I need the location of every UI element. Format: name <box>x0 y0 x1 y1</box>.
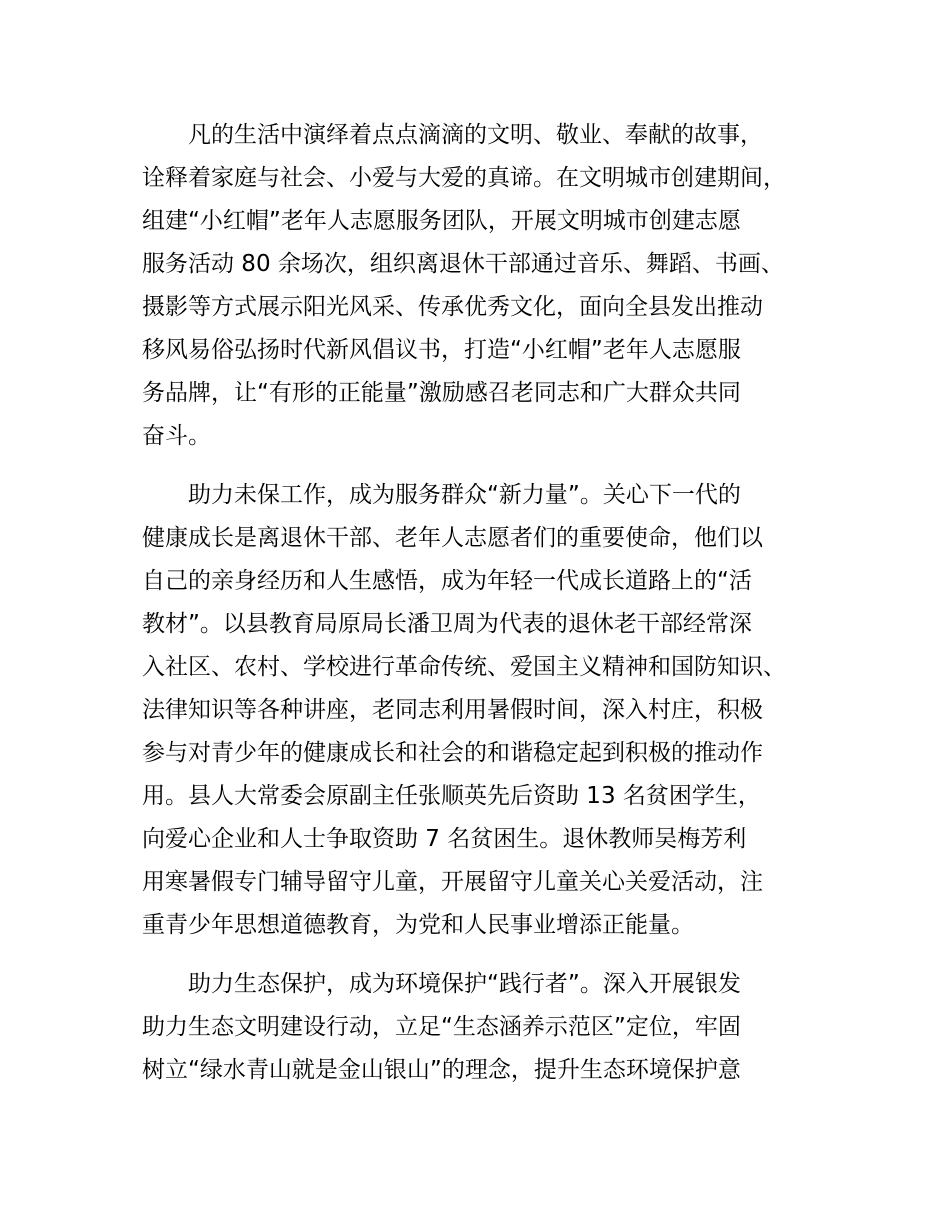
paragraph-line: 助力生态文明建设行动，立足“生态涵养示范区”定位，牢固 <box>142 1014 741 1040</box>
paragraph-line: 移风易俗弘扬时代新风倡议书，打造“小红帽”老年人志愿服 <box>142 337 741 363</box>
paragraph-line: 法律知识等各种讲座，老同志利用暑假时间，深入村庄，积极 <box>142 697 763 723</box>
paragraph-line: 参与对青少年的健康成长和社会的和谐稳定起到积极的推动作 <box>142 740 763 766</box>
paragraph-line: 用寒暑假专门辅导留守儿童，开展留守儿童关心关爱活动，注 <box>142 869 763 895</box>
paragraph-line: 奋斗。 <box>142 423 211 449</box>
paragraph-line: 组建“小红帽”老年人志愿服务团队，开展文明城市创建志愿 <box>142 208 741 234</box>
paragraph-line: 助力生态保护，成为环境保护“践行者”。深入开展银发 <box>188 971 741 997</box>
paragraph-line: 用。县人大常委会原副主任张顺英先后资助 13 名贫困学生， <box>142 783 761 809</box>
paragraph-line: 教材”。以县教育局原局长潘卫周为代表的退休老干部经常深 <box>142 611 752 637</box>
paragraph-line: 服务活动 80 余场次，组织离退休干部通过音乐、舞蹈、书画、 <box>142 251 784 277</box>
paragraph-line: 自己的亲身经历和人生感悟，成为年轻一代成长道路上的“活 <box>142 568 752 594</box>
paragraph-line: 凡的生活中演绎着点点滴滴的文明、敬业、奉献的故事， <box>188 122 763 148</box>
paragraph-line: 健康成长是离退休干部、老年人志愿者们的重要使命，他们以 <box>142 525 763 551</box>
paragraph-line: 诠释着家庭与社会、小爱与大爱的真谛。在文明城市创建期间， <box>142 165 786 191</box>
paragraph-line: 向爱心企业和人士争取资助 7 名贫困生。退休教师吴梅芳利 <box>142 826 747 852</box>
paragraph-line: 入社区、农村、学校进行革命传统、爱国主义精神和国防知识、 <box>142 654 786 680</box>
paragraph-line: 树立“绿水青山就是金山银山”的理念，提升生态环境保护意 <box>142 1057 741 1083</box>
paragraph-line: 务品牌，让“有形的正能量”激励感召老同志和广大群众共同 <box>142 380 741 406</box>
paragraph-line: 摄影等方式展示阳光风采、传承优秀文化，面向全县发出推动 <box>142 294 763 320</box>
paragraph-line: 重青少年思想道德教育，为党和人民事业增添正能量。 <box>142 912 694 938</box>
paragraph-line: 助力未保工作，成为服务群众“新力量”。关心下一代的 <box>188 482 741 508</box>
